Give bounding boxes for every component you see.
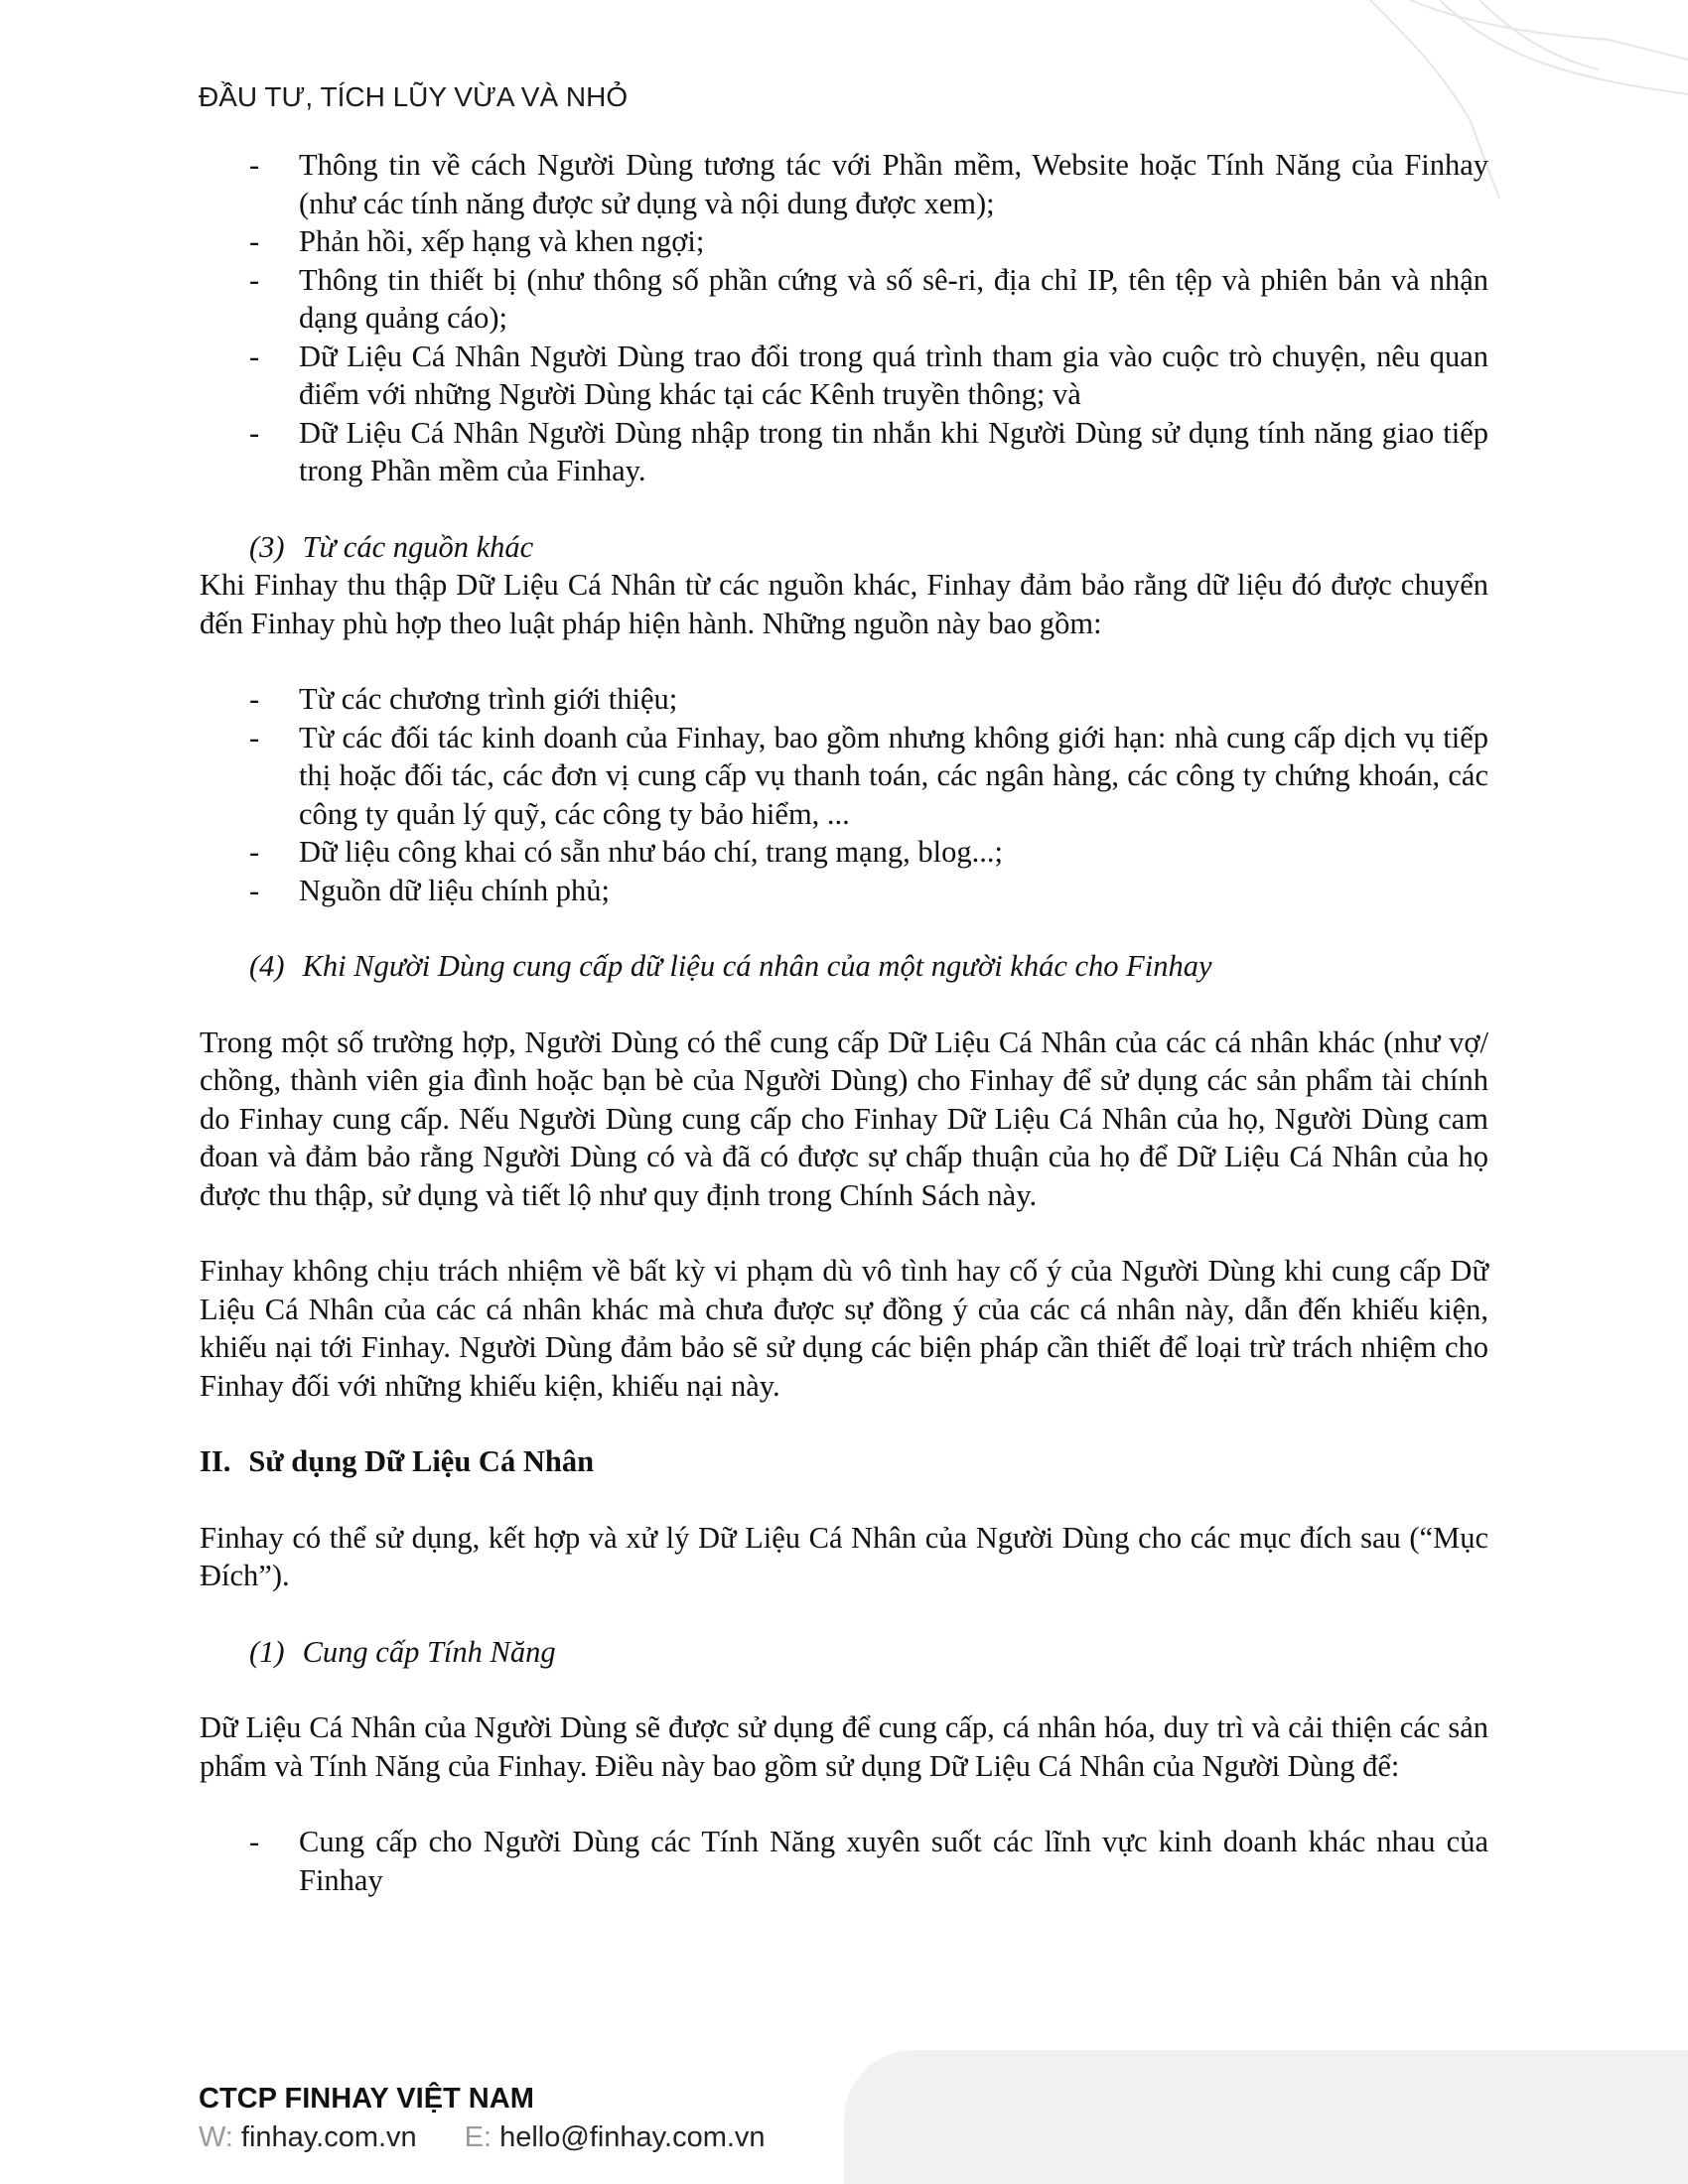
subsection-number: (4) xyxy=(249,949,285,983)
list-item xyxy=(200,261,1488,338)
list-item xyxy=(200,338,1488,414)
list-item-text: Từ các đối tác kinh doanh của Finhay, bao gồm nhưng không giới hạn: nhà cung cấp dịch vụ tiếp thị hoặc đối tác, các đơn vị cung cấp vụ thanh toán, các ngân hàng, các công ty chứng khoán, các công ty quản lý quỹ, các công ty bảo hiểm, ... xyxy=(299,720,1488,831)
list-item-text: Nguồn dữ liệu chính phủ; xyxy=(299,873,611,907)
features-paragraph: Dữ Liệu Cá Nhân của Người Dùng sẽ được sử dụng để cung cấp, cá nhân hóa, duy trì và cải thiện các sản phẩm và Tính Năng của Finhay. Điều này bao gồm sử dụng Dữ Liệu Cá Nhân của Người Dùng để: xyxy=(200,1710,1488,1783)
section-title: Sử dụng Dữ Liệu Cá Nhân xyxy=(248,1444,595,1478)
use-paragraph: Finhay có thể sử dụng, kết hợp và xử lý Dữ Liệu Cá Nhân của Người Dùng cho các mục đích sau (“Mục Đích”). xyxy=(200,1520,1488,1592)
subsection-number: (1) xyxy=(249,1634,285,1669)
list-item-text: Dữ liệu công khai có sẵn như báo chí, trang mạng, blog...; xyxy=(299,835,1003,869)
sources-list xyxy=(200,680,1488,909)
section-number: II. xyxy=(200,1444,231,1478)
interaction-data-list xyxy=(200,146,1488,490)
bullet-dash: - xyxy=(249,262,260,297)
subsection-title: Cung cấp Tính Năng xyxy=(302,1634,556,1669)
others-paragraph-1: Trong một số trường hợp, Người Dùng có thể cung cấp Dữ Liệu Cá Nhân của các cá nhân khác (như vợ/ chồng, thành viên gia đình hoặc bạn bè của Người Dùng) cho Finhay để sử dụng các sản phẩm tài chính do Finhay cung cấp. Nếu Người Dùng cung cấp cho Finhay Dữ Liệu Cá Nhân của họ, Người Dùng cam đoan và đảm bảo rằng Người Dùng có và đã có được sự chấp thuận của họ để Dữ Liệu Cá Nhân của họ được thu thập, sử dụng và tiết lộ như quy định trong Chính Sách này. xyxy=(200,1024,1488,1212)
subsection-number: (3) xyxy=(249,529,285,564)
sources-paragraph: Khi Finhay thu thập Dữ Liệu Cá Nhân từ các nguồn khác, Finhay đảm bảo rằng dữ liệu đó được chuyển đến Finhay phù hợp theo luật pháp hiện hành. Những nguồn này bao gồm: xyxy=(200,568,1488,640)
subsection-4-heading xyxy=(249,947,1488,986)
bullet-dash: - xyxy=(249,339,260,373)
list-item-text: Dữ Liệu Cá Nhân Người Dùng nhập trong tin nhắn khi Người Dùng sử dụng tính năng giao tiếp trong Phần mềm của Finhay. xyxy=(299,415,1488,487)
list-item-text: Từ các chương trình giới thiệu; xyxy=(299,682,678,716)
list-item-text: Thông tin về cách Người Dùng tương tác với Phần mềm, Website hoặc Tính Năng của Finhay (như các tính năng được sử dụng và nội dung được xem); xyxy=(299,148,1488,220)
bullet-dash: - xyxy=(249,224,260,258)
bullet-dash: - xyxy=(249,720,260,754)
subsection-3-heading xyxy=(249,528,1488,567)
document-header: ĐẦU TƯ, TÍCH LŨY VỪA VÀ NHỎ xyxy=(199,81,629,112)
list-item xyxy=(200,414,1488,490)
website-value: finhay.com.vn xyxy=(240,2121,417,2153)
bullet-dash: - xyxy=(249,682,260,716)
list-item xyxy=(200,833,1488,872)
document-body xyxy=(200,146,1488,1899)
bullet-dash: - xyxy=(249,835,260,869)
list-item-text: Thông tin thiết bị (như thông số phần cứng và số sê-ri, địa chỉ IP, tên tệp và phiên bản và nhận dạng quảng cáo); xyxy=(299,262,1488,335)
email-label: E: xyxy=(464,2121,492,2153)
footer-band xyxy=(844,2050,1688,2184)
website-contact xyxy=(199,2121,417,2154)
list-item xyxy=(200,1823,1488,1899)
website-label: W: xyxy=(199,2121,233,2153)
email-value: hello@finhay.com.vn xyxy=(499,2121,766,2153)
bullet-dash: - xyxy=(249,415,260,450)
page-footer xyxy=(199,2083,766,2154)
email-contact xyxy=(465,2121,766,2154)
list-item-text: Phản hồi, xếp hạng và khen ngợi; xyxy=(299,224,705,258)
list-item-text: Cung cấp cho Người Dùng các Tính Năng xuyên suốt các lĩnh vực kinh doanh khác nhau của Finhay xyxy=(299,1825,1488,1897)
section-2-heading xyxy=(200,1442,1488,1481)
list-item xyxy=(200,872,1488,910)
list-item xyxy=(200,222,1488,261)
list-item xyxy=(200,146,1488,222)
others-paragraph-2: Finhay không chịu trách nhiệm về bất kỳ vi phạm dù vô tình hay cố ý của Người Dùng khi cung cấp Dữ Liệu Cá Nhân của các cá nhân khác mà chưa được sự đồng ý của các cá nhân này, dẫn đến khiếu kiện, khiếu nại tới Finhay. Người Dùng đảm bảo sẽ sử dụng các biện pháp cần thiết để loại trừ trách nhiệm cho Finhay đối với những khiếu kiện, khiếu nại này. xyxy=(200,1254,1488,1403)
list-item-text: Dữ Liệu Cá Nhân Người Dùng trao đổi trong quá trình tham gia vào cuộc trò chuyện, nêu quan điểm với những Người Dùng khác tại các Kênh truyền thông; và xyxy=(299,339,1488,411)
bullet-dash: - xyxy=(249,148,260,182)
subsection-1-heading xyxy=(249,1633,1488,1672)
subsection-title: Khi Người Dùng cung cấp dữ liệu cá nhân của một người khác cho Finhay xyxy=(302,949,1212,983)
list-item xyxy=(200,719,1488,834)
list-item xyxy=(200,680,1488,719)
bullet-dash: - xyxy=(249,873,260,907)
features-list xyxy=(200,1823,1488,1899)
company-name: CTCP FINHAY VIỆT NAM xyxy=(199,2083,534,2115)
bullet-dash: - xyxy=(249,1825,260,1858)
subsection-title: Từ các nguồn khác xyxy=(302,529,534,564)
footer-contacts xyxy=(199,2121,766,2154)
